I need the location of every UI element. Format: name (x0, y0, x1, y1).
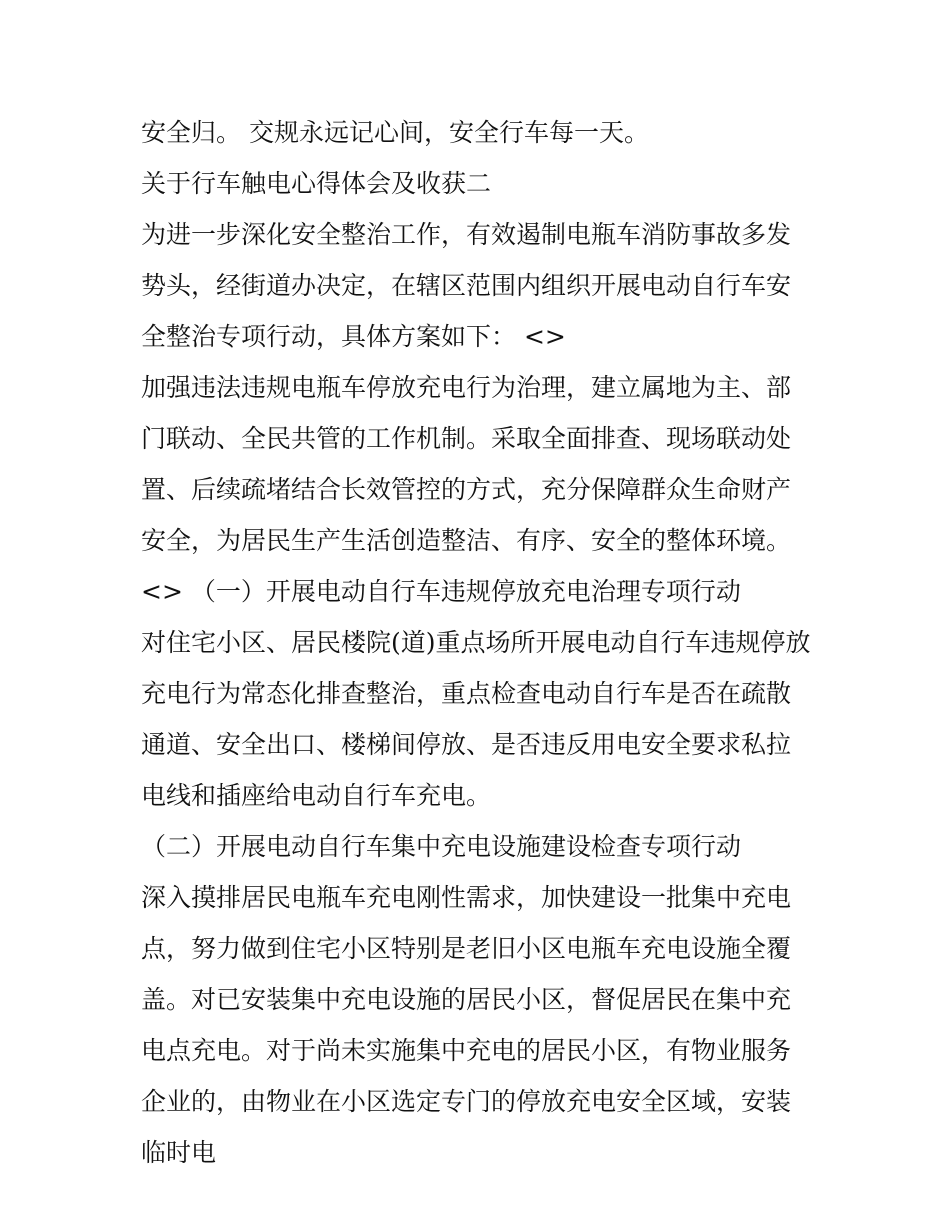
subheading-action-one: <> （一）开展电动自行车违规停放充电治理专项行动 (141, 577, 741, 606)
paragraph-intro: 为进一步深化安全整治工作，有效遏制电瓶车消防事故多发势头，经街道办决定，在辖区范围内组织开展电动自行车安全整治专项行动，具体方案如下： <> (141, 220, 792, 351)
paragraph-inspection: 对住宅小区、居民楼院(道)重点场所开展电动自行车违规停放充电行为常态化排查整治，重点检查电动自行车是否在疏散通道、安全出口、楼梯间停放、是否违反用电安全要求私拉电线和插座给电动自行车充电。 (141, 628, 811, 810)
paragraph-charging-facilities: 深入摸排居民电瓶车充电刚性需求，加快建设一批集中充电点，努力做到住宅小区特别是老旧小区电瓶车充电设施全覆盖。对已安装集中充电设施的居民小区，督促居民在集中充电点充电。对于尚未实施集中充电的居民小区，有物业服务企业的，由物业在小区选定专门的停放充电安全区域，安装临时电 (141, 883, 792, 1167)
paragraph-governance: 加强违法违规电瓶车停放充电行为治理，建立属地为主、部门联动、全民共管的工作机制。采取全面排查、现场联动处置、后续疏堵结合长效管控的方式，充分保障群众生命财产安全，为居民生产生活创造整洁、有序、安全的整体环境。 (141, 373, 792, 555)
paragraph-safety-slogan: 安全归。 交规永远记心间，安全行车每一天。 (141, 118, 649, 147)
section-title: 关于行车触电心得体会及收获二 (141, 169, 492, 198)
subheading-action-two: （二）开展电动自行车集中充电设施建设检查专项行动 (141, 832, 742, 861)
document-body (141, 107, 813, 1178)
